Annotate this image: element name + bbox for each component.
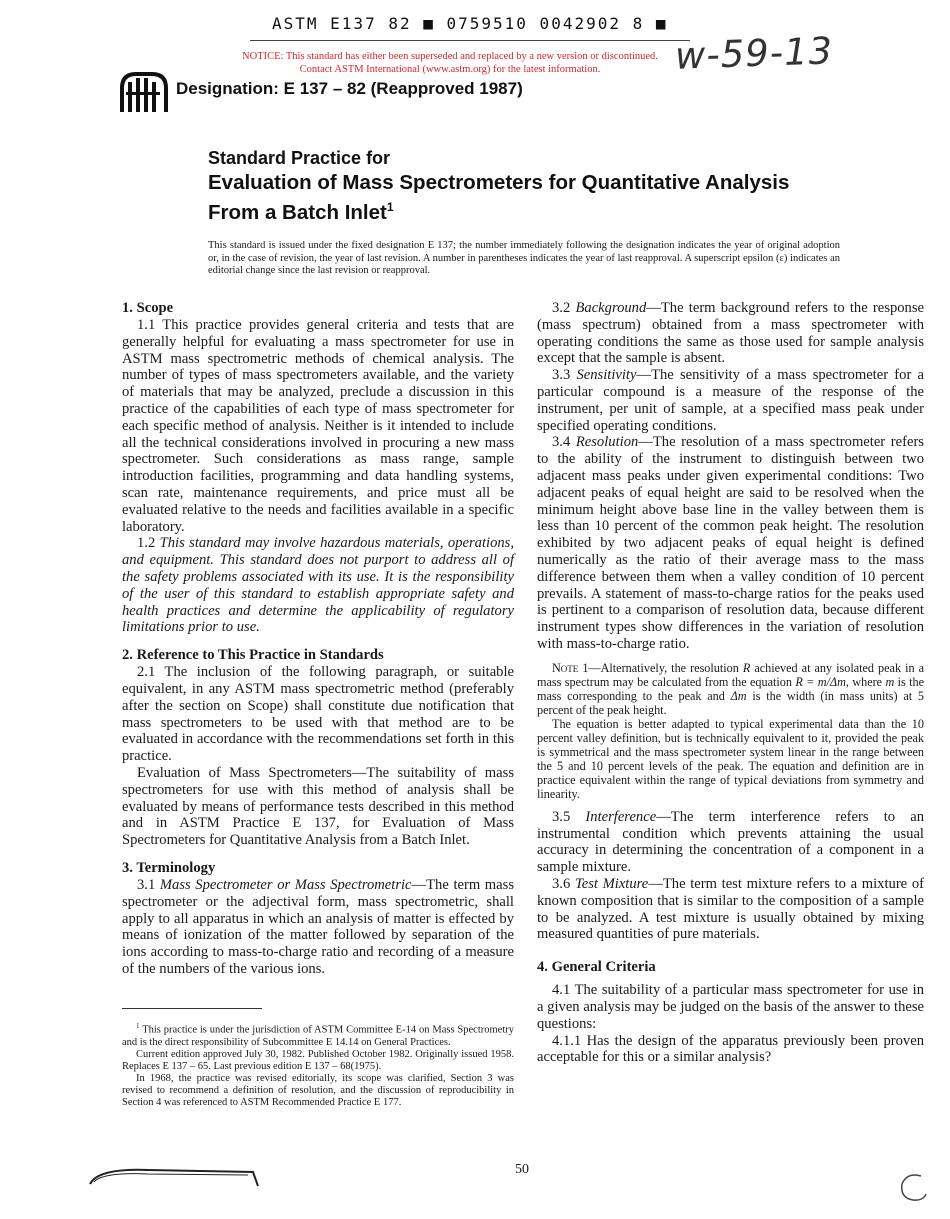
paragraph-3-6: 3.6 Test Mixture—The term test mixture refers to a mixture of known composition that is similar to the composition of a sample to be analyzed. A test mixture is usually obtained by mixing measured quantities of pure materials. — [537, 875, 924, 943]
paragraph-3-4: 3.4 Resolution—The resolution of a mass spectrometer refers to the ability of the instrument to distinguish between two adjacent mass peaks under given experimental conditions: Two adjacent peaks of equal height are said to be resolved when the minimum height above base line in the valley between them is less than 10 percent of the common peak height. The resolution exhibited by two adjacent peaks of equal height is defined numerically as the ratio of their average mass to the mass difference between them when a valley condition of 10 percent prevails. A statement of mass-to-charge ratios for the peaks used is pertinent to a comparison of resolution data, because different instrument types show differences in the variation of resolution with mass-to-charge ratio. — [537, 434, 924, 652]
section-1-heading: 1. Scope — [122, 300, 174, 316]
paragraph-2-quote: Evaluation of Mass Spectrometers—The suitability of mass spectrometers for use with this method of analysis shall be evaluated by means of performance tests described in this method and in ASTM Practice E 137, for Evaluation of Mass Spectrometers for Quantitative Analysis from a Batch Inlet. — [122, 764, 514, 849]
right-column — [537, 300, 924, 1066]
footnotes — [122, 1020, 514, 1109]
paragraph-3-2: 3.2 Background—The term background refers to the response (mass spectrum) obtained from a mass spectrometer with operating conditions the same as those used for sample analysis except that the sample is absent. — [537, 300, 924, 367]
notice-line-2: Contact ASTM International (www.astm.org) for the latest information. — [299, 64, 601, 75]
designation: Designation: E 137 – 82 (Reapproved 1987) — [176, 79, 523, 98]
paragraph-1-1: 1.1 This practice provides general criteria and tests that are generally helpful for evaluating a mass spectrometer for use in ASTM mass spectrometric methods of chemical analysis. The number of types of mass spectrometers available, and the variety of materials that may be analyzed, preclude a discussion in this practice of the capabilities of each type of mass spectrometer for each specific method of analysis. Neither is it intended to include all the technical considerations involved in procuring a new mass spectrometer. Such considerations as mass range, sample introduction facilities, programming and data handling systems, scan rate, maintenance requirements, and price must all be evaluated relative to the needs and facilities available in a specific laboratory. — [122, 317, 514, 535]
footnote-2: Current edition approved July 30, 1982. Published October 1982. Originally issued 1958. Replaces E 137 – 65. Last previous edition E 137 – 68(1975). — [122, 1048, 514, 1072]
section-3-heading: 3. Terminology — [122, 859, 216, 876]
footnote-1: $^1$ This practice is under the jurisdiction of ASTM Committee E-14 on Mass Spectrometry and is the direct responsibility of Subcommittee E 14.14 on General Practices. — [122, 1022, 514, 1048]
section-2-heading: 2. Reference to This Practice in Standards — [122, 647, 384, 664]
paragraph-4-1: 4.1 The suitability of a particular mass spectrometer for use in a given analysis may be judged on the basis of the answer to these questions: — [537, 982, 924, 1032]
corner-circle-icon — [897, 1170, 929, 1204]
paragraph-3-1: 3.1 Mass Spectrometer or Mass Spectrometric—The term mass spectrometer or the adjectival form, mass spectrometric, shall apply to all apparatus in which an analysis of matter is effected by means of ionization of the matter followed by separation of the ions according to mass-to-charge ratio and recording of a measure of the numbers of the various ions. — [122, 876, 514, 977]
issuance-statement: This standard is issued under the fixed designation E 137; the number immediately following the designation indicates the year of original adoption or, in the case of revision, the year of last revision. A number in parentheses indicates the year of last reapproval. A superscript epsilon (ε) indicates an editorial change since the last revision or reapproval. — [208, 240, 840, 277]
paragraph-2-1: 2.1 The inclusion of the following paragraph, or suitable equivalent, in any ASTM mass spectrometric method (preferably after the section on Scope) shall constitute due notification that mass spectrometers to be used with that method are to be evaluated in accordance with the recommendations set forth in this practice. — [122, 664, 514, 765]
astm-logo-icon — [118, 68, 170, 116]
footnote-divider — [122, 1008, 262, 1009]
paragraph-3-5: 3.5 Interference—The term interference refers to an instrumental condition which prevents attaining the usual accuracy in determining the concentration of a component in a sample mixture. — [537, 808, 924, 876]
note-1 — [537, 661, 924, 801]
section-4-heading: 4. General Criteria — [537, 959, 656, 976]
title-footnote-mark: 1 — [386, 200, 394, 214]
header-divider — [250, 40, 690, 41]
document-code-line: ASTM E137 82 ■ 0759510 0042902 8 ■ — [272, 14, 668, 33]
title-line-3: From a Batch Inlet$^1$ — [208, 200, 394, 224]
paragraph-1-2: 1.2 This standard may involve hazardous materials, operations, and equipment. This standard does not purport to address all of the safety problems associated with its use. It is the responsibility of the user of this standard to establish appropriate safety and health practices and determine the applicability of regulatory limitations prior to use. — [122, 535, 514, 636]
title-line-2: Evaluation of Mass Spectrometers for Quantitative Analysis — [208, 171, 790, 194]
handwritten-note: w-59-13 — [674, 29, 834, 78]
note-1-paragraph-1: Note 1—Alternatively, the resolution R achieved at any isolated peak in a mass spectrum may be calculated from the equation R = m/Δm, where m is the mass corresponding to the peak and Δm is the width (in mass units) at 5 percent of the peak height. — [537, 660, 924, 717]
left-column — [122, 300, 514, 978]
page-number: 50 — [515, 1162, 529, 1177]
note-1-paragraph-2: The equation is better adapted to typical experimental data than the 10 percent valley definition, but is technically equivalent to it, provided the peak is symmetrical and the mass spectrometer system linear in the range between the 5 and 10 percent levels of the peak. The equation and definition are in practice equivalent within the range of typical deviations from symmetry and linearity. — [537, 716, 924, 801]
paragraph-4-1-1: 4.1.1 Has the design of the apparatus previously been proven acceptable for this or a similar analysis? — [537, 1032, 924, 1066]
document-title — [208, 146, 848, 225]
title-line-1: Standard Practice for — [208, 148, 391, 168]
notice-line-1: NOTICE: This standard has either been superseded and replaced by a new version or discontinued. — [242, 51, 658, 62]
footnote-3: In 1968, the practice was revised editorially, its scope was clarified, Section 3 was revised to recommend a definition of resolution, and the discussion of reproducibility in Section 4 was referenced to ASTM Recommended Practice E 177. — [122, 1072, 514, 1108]
scan-mark-icon — [88, 1162, 263, 1188]
supersede-notice — [230, 50, 670, 76]
paragraph-3-3: 3.3 Sensitivity—The sensitivity of a mass spectrometer for a particular compound is a measure of the response of the instrument, per unit of sample, at a specified mass peak under specified operating conditions. — [537, 367, 925, 434]
